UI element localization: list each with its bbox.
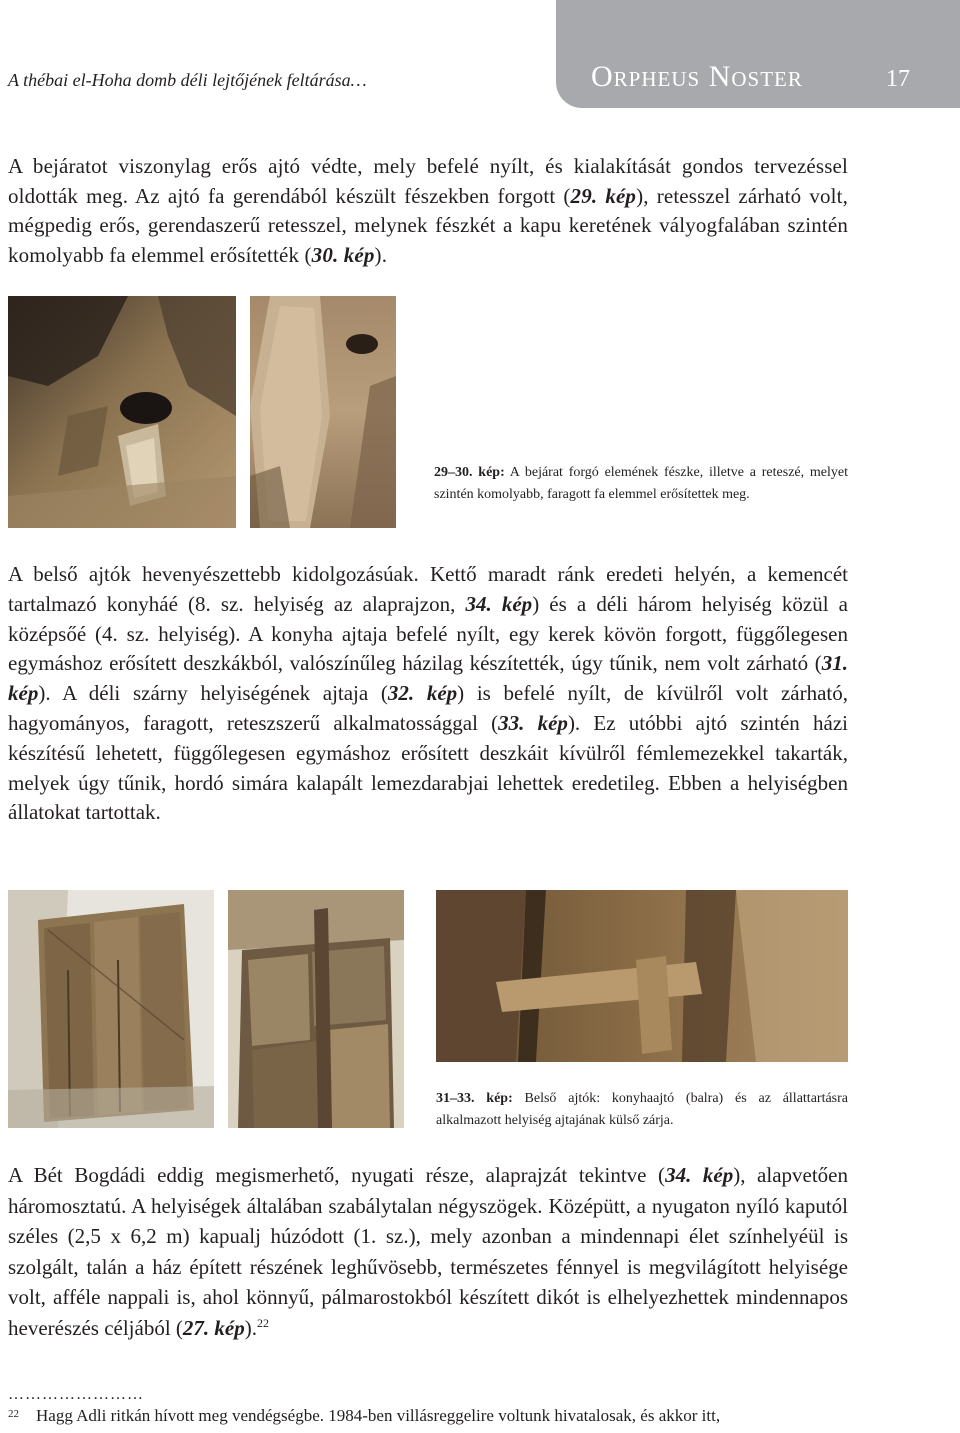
caption-text: Belső ajtók: konyhaajtó (balra) és az állattartásra alkalmazott helyiség ajtajának külső zárja. — [436, 1091, 848, 1128]
footnote-separator: …………………… — [8, 1386, 144, 1403]
paragraph-entrance-door — [8, 152, 848, 270]
caption-label: 29–30. kép: — [434, 465, 505, 480]
text-run: ), retesszel zárható volt, mégpedig erős, gerendaszerű retesszel, melynek fészkét a kapu keretének vályogfalában szintén komolyabb fa elemmel erősítették ( — [8, 183, 848, 267]
caption-figures-31-33 — [436, 1088, 848, 1132]
footnote-reference: 22 — [256, 1315, 269, 1330]
text-run: ) és a déli három helyiség közül a középsőé (4. sz. helyiség). A konyha ajtaja befelé nyílt, egy kerek kövön forgott, függőlegesen egymáshoz erősített deszkákból, valószínűleg házilag készítették, úgy tűnik, nem volt zárható ( — [8, 591, 849, 676]
figure-reference: 29. kép — [570, 183, 637, 208]
footnote-text: Hagg Adli ritkán hívott meg vendégségbe. 1984-ben villásreggelire voltunk hivatalosak, és akkor itt, — [36, 1406, 721, 1425]
photo-bolt-socket — [250, 296, 396, 528]
text-run: ) is befelé nyílt, de kívülről volt zárható, hagyományos, faragott, reteszszerű alkalmatossággal ( — [8, 681, 848, 735]
footnote-number: 22 — [8, 1408, 19, 1420]
photo-wooden-latch — [436, 890, 848, 1062]
figure-reference: 34. kép — [465, 591, 533, 616]
figure-reference: 30. kép — [311, 242, 375, 267]
text-run: A belső ajtók hevenyészettebb kidolgozásúak. Kettő maradt ránk eredeti helyén, a kemencét tartalmazó konyháé (8. sz. helyiség az alaprajzon, — [8, 562, 848, 616]
figure-reference: 34. kép — [665, 1163, 734, 1187]
photo-kitchen-door — [8, 890, 214, 1128]
page-number: 17 — [886, 66, 910, 92]
text-run: ). — [374, 242, 388, 267]
text-run: ), alapvetően háromosztatú. A helyiségek általában szabálytalan négyszögek. Középütt, a nyugaton nyíló kaputól széles (2,5 x 6,2 m) kapualj húzódott (1. sz.), mely azonban a mindennapi élet színhelyéül is szolgált, talán a ház épített részének leghűvösebb, természetes fénnyel is megvilágított helyisége volt, afféle nappali is, ahol könnyű, pálmarostokból készített dikót is elhelyezhettek mindennapos heverészés céljából ( — [8, 1163, 848, 1340]
photo-door-pivot-socket — [8, 296, 236, 528]
caption-label: 31–33. kép: — [436, 1091, 513, 1106]
text-run: ). Ez utóbbi ajtó szintén házi készítésű lehetett, függőlegesen egymáshoz erősített deszkáit kívülről fémlemezekkel takarták, melyek úgy tűnik, hordó simára kalapált lemezdarabjai lehettek eredetileg. Ebben a helyiségben állatokat tartottak. — [8, 710, 848, 825]
paragraph-west-section — [8, 1160, 848, 1343]
photo-stable-door — [228, 890, 404, 1128]
text-run: ). — [244, 1315, 257, 1340]
paragraph-inner-doors — [8, 560, 848, 828]
caption-text: A bejárat forgó elemének fészke, illetve a reteszé, melyet szintén komolyabb, faragott fa elemmel erősítettek meg. — [434, 465, 848, 502]
running-title: A thébai el-Hoha domb déli lejtőjének feltárása… — [8, 70, 367, 90]
text-run: A bejáratot viszonylag erős ajtó védte, mely befelé nyílt, és kialakítását gondos tervezéssel oldották meg. Az ajtó fa gerendából készült fészekben forgott ( — [8, 154, 848, 208]
figure-reference: 32. kép — [387, 681, 458, 706]
figure-reference: 27. kép — [182, 1315, 245, 1340]
caption-figures-29-30 — [434, 462, 848, 506]
figure-reference: 33. kép — [498, 710, 568, 735]
text-run: A Bét Bogdádi eddig megismerhető, nyugati része, alaprajzát tekintve ( — [8, 1163, 666, 1187]
journal-name: Orpheus Noster — [591, 60, 803, 93]
text-run: ). A déli szárny helyiségének ajtaja ( — [38, 681, 388, 706]
figure-reference: 31. kép — [8, 651, 848, 706]
